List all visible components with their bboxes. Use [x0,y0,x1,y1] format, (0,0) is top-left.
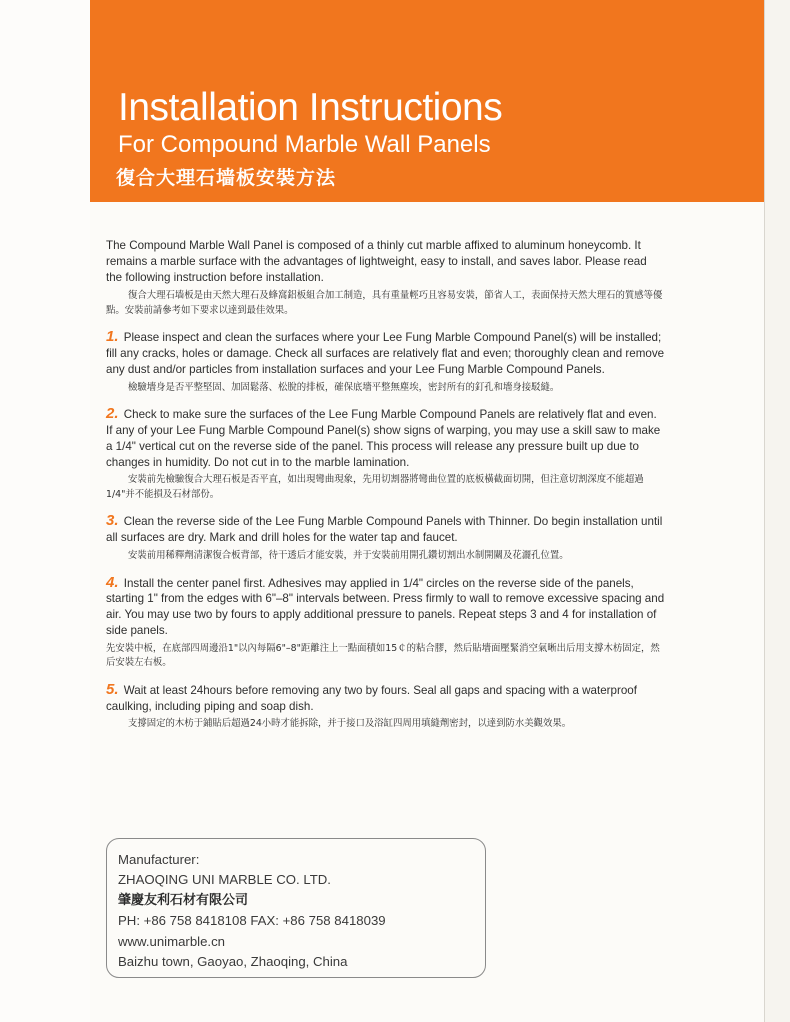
step-text-chinese: 支撐固定的木枋于鋪貼后超過24小時才能拆除，并于接口及浴缸四周用填縫劑密封，以達到防水美觀效果。 [128,718,572,730]
page-title-chinese: 復合大理石墙板安裝方法 [116,167,337,189]
step-3 [106,513,666,563]
step-1 [106,329,666,395]
step-2 [106,406,666,502]
step-text: Clean the reverse side of the Lee Fung Marble Compound Panels with Thinner. Do begin installation until all surfaces are dry. Mark and drill holes for the water tap and faucet. [106,515,663,545]
step-5 [106,682,666,732]
manufacturer-label: Manufacturer: [118,852,200,867]
page-edge-strip [764,0,790,1022]
intro-section [106,238,666,318]
header-banner [90,0,764,202]
step-text: Check to make sure the surfaces of the Lee Fung Marble Compound Panels are relatively flat and even. If any of your Lee Fung Marble Compound Panel(s) show signs of warping, you may use a skill saw to make a 1/4" vertical cut on the reverse side of the panel. This process will release any pressure built up due to changes in humidity. Do not cut in to the marble lamination. [106,408,661,469]
page-margin [0,0,90,1022]
step-text-chinese: 安裝前用稀釋劑清潔復合板背部，待干透后才能安裝，并于安裝前用開孔鑽切割出水制開關及花灑孔位置。 [128,550,569,562]
step-number: 2. [106,405,119,423]
company-name: ZHAOQING UNI MARBLE CO. LTD. [118,872,331,888]
step-text-chinese: 先安裝中板，在底部四周邊沿1"以內每隔6"–8"距離注上一點面積如15￠的粘合膠，然后貼墻面壓緊消空氣晰出后用支撐木枋固定，然后安裝左右板。 [106,642,660,669]
step-text: Wait at least 24hours before removing any two by fours. Seal all gaps and spacing with a waterproof caulking, including piping and soap dish. [106,683,637,713]
step-number: 3. [106,512,119,530]
instructions-body [106,238,666,732]
step-number: 1. [106,328,119,346]
manufacturer-box [106,838,486,978]
contact-numbers: PH: +86 758 8418108 FAX: +86 758 8418039 [118,913,386,929]
page-edge-divider [764,0,765,1022]
step-text: Please inspect and clean the surfaces where your Lee Fung Marble Compound Panel(s) will be installed; fill any cracks, holes or damage. Check all surfaces are relatively flat and even; thoroughly clean and remove any dust and/or particles from installation surfaces and your Lee Fung Marble Compound Panels. [106,331,665,376]
page-title: Installation Instructions [118,86,503,129]
step-text-chinese: 檢驗墻身是否平整堅固、加固鬆落、松脫的排板，確保底墻平整無塵埃，密封所有的釘孔和墻身接駁縫。 [128,381,560,393]
step-number: 4. [106,573,119,591]
website-link[interactable]: www.unimarble.cn [118,933,226,949]
step-number: 5. [106,680,119,698]
step-text: Install the center panel first. Adhesives may applied in 1/4" circles on the reverse side of the panels, starting 1" from the edges with 6"–8" intervals between. Press firmly to wall to remove excessive spacing and air. You may use two by fours to apply additional pressure to panels. Repeat steps 3 and 4 for installation of side panels. [106,576,665,637]
page-subtitle: For Compound Marble Wall Panels [118,131,491,158]
company-name-chinese: 肇慶友利石材有限公司 [118,892,249,908]
intro-text-chinese: 復合大理石墙板是由天然大理石及蜂窩鋁板組合加工制造，具有重量輕巧且容易安裝，節省人工，表面保持天然大理石的質感等優點。安裝前請參考如下要求以達到最佳效果。 [106,290,663,316]
step-4 [106,575,666,671]
step-text-chinese: 安裝前先檢驗復合大理石板是否平直，如出現彎曲現象，先用切割器將彎曲位置的底板橫截面切開，但注意切割深度不能超過1/4"并不能損及石材部份。 [106,474,644,500]
company-address: Baizhu town, Gaoyao, Zhaoqing, China [118,954,348,970]
intro-text: The Compound Marble Wall Panel is composed of a thinly cut marble affixed to aluminum honeycomb. It remains a marble surface with the advantages of lightweight, easy to install, and saves labor. Please read the following instruction before installation. [106,239,647,284]
